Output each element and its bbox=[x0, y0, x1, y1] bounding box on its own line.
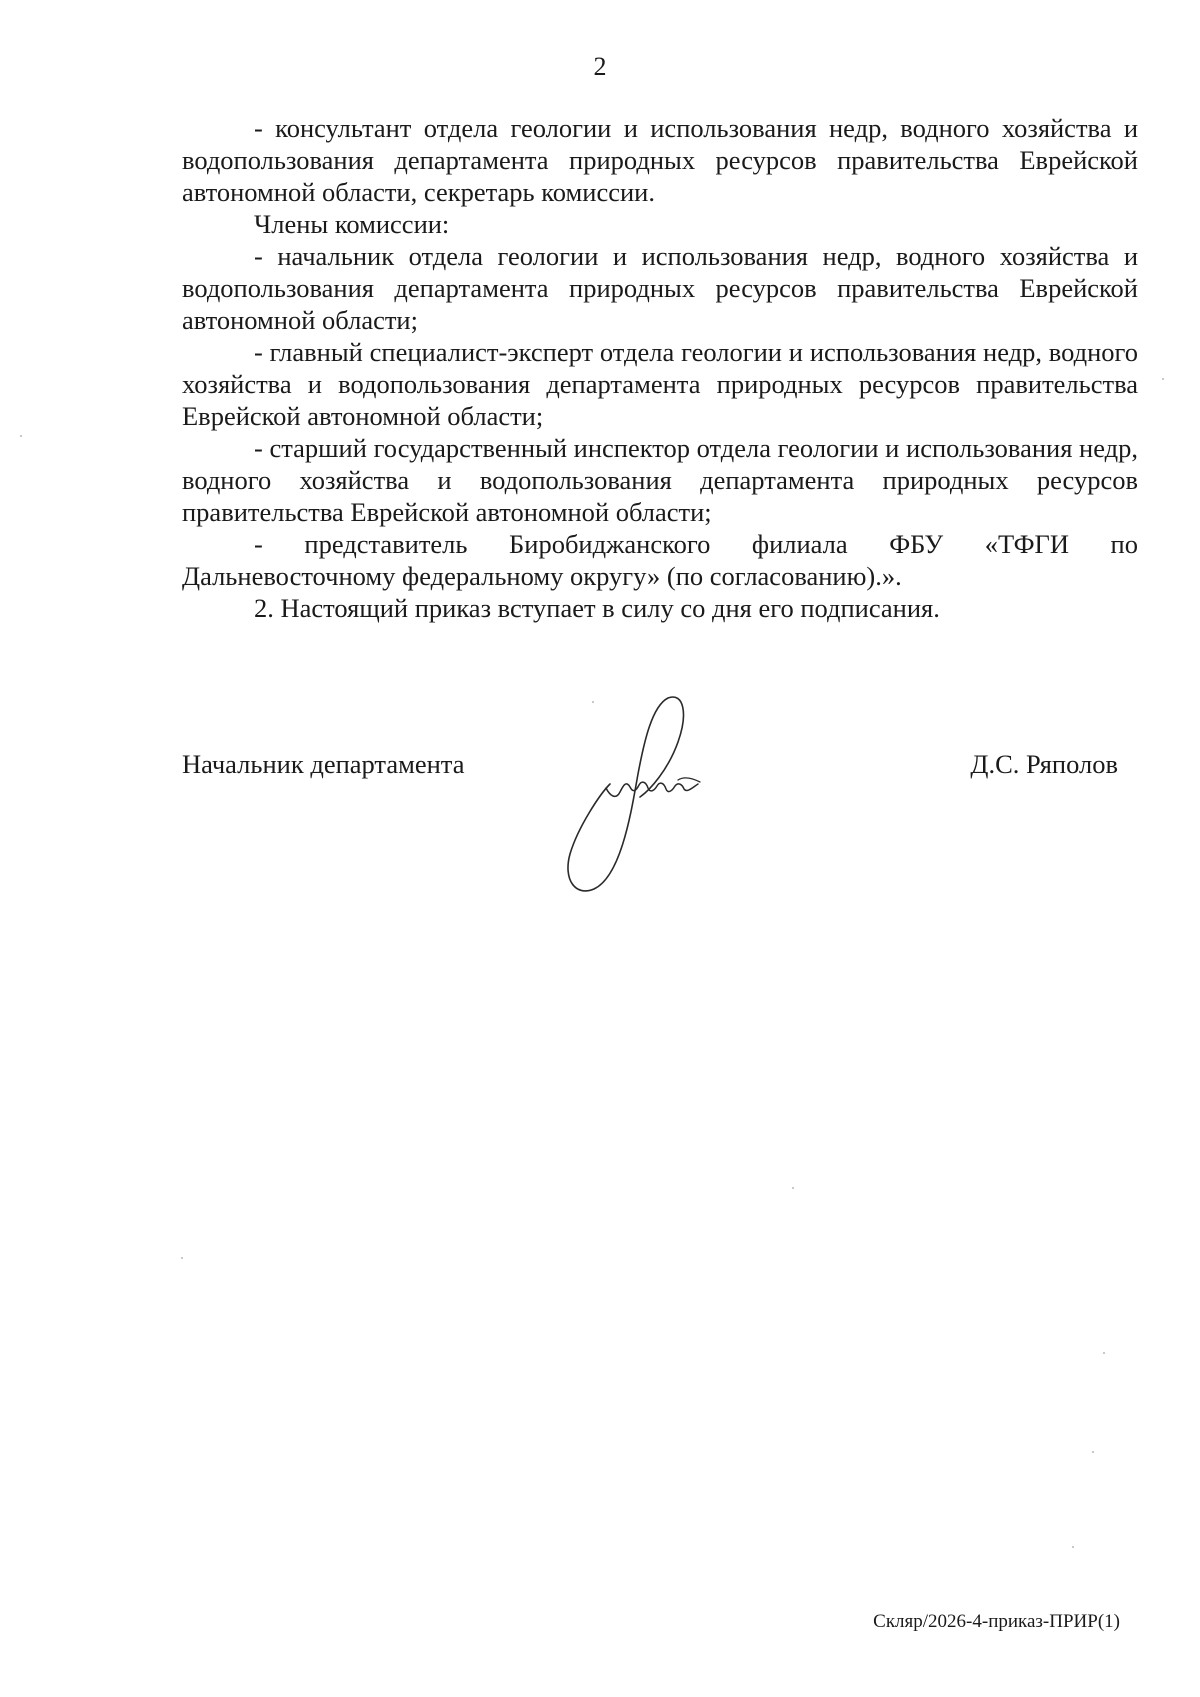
scan-speck bbox=[20, 435, 22, 437]
scan-speck bbox=[1103, 1352, 1105, 1354]
signer-position: Начальник департамента bbox=[182, 749, 465, 779]
document-body bbox=[182, 112, 1138, 624]
document-reference: Скляр/2026-4-приказ-ПРИР(1) bbox=[873, 1611, 1120, 1632]
scan-speck bbox=[792, 1187, 794, 1189]
scan-speck bbox=[1162, 378, 1164, 380]
handwritten-signature bbox=[560, 692, 730, 902]
scan-speck bbox=[592, 701, 594, 703]
signer-name: Д.С. Ряполов bbox=[970, 749, 1118, 779]
scan-speck bbox=[1092, 1451, 1094, 1453]
paragraph-member-head: - начальник отдела геологии и использования недр, водного хозяйства и водопользования департамента природных ресурсов правительства Еврейской автономной области; bbox=[182, 241, 1138, 335]
paragraph-effective-date: 2. Настоящий приказ вступает в силу со дня его подписания. bbox=[254, 593, 940, 623]
paragraph-secretary: - консультант отдела геологии и использования недр, водного хозяйства и водопользования департамента природных ресурсов правительства Еврейской автономной области, секретарь комиссии. bbox=[182, 113, 1138, 207]
scan-speck bbox=[1072, 1546, 1074, 1548]
paragraph-members-heading: Члены комиссии: bbox=[254, 209, 450, 239]
paragraph-member-representative: - представитель Биробиджанского филиала ФБУ «ТФГИ по Дальневосточному федеральному округу» (по согласованию).». bbox=[182, 529, 1138, 591]
scan-speck bbox=[181, 1257, 183, 1259]
page-number: 2 bbox=[593, 52, 607, 81]
paragraph-member-inspector: - старший государственный инспектор отдела геологии и использования недр, водного хозяйства и водопользования департамента природных ресурсов правительства Еврейской автономной области; bbox=[182, 433, 1138, 527]
signature-stroke bbox=[560, 692, 730, 902]
paragraph-member-specialist: - главный специалист-эксперт отдела геологии и использования недр, водного хозяйства и водопользования департамента природных ресурсов правительства Еврейской автономной области; bbox=[182, 337, 1138, 431]
